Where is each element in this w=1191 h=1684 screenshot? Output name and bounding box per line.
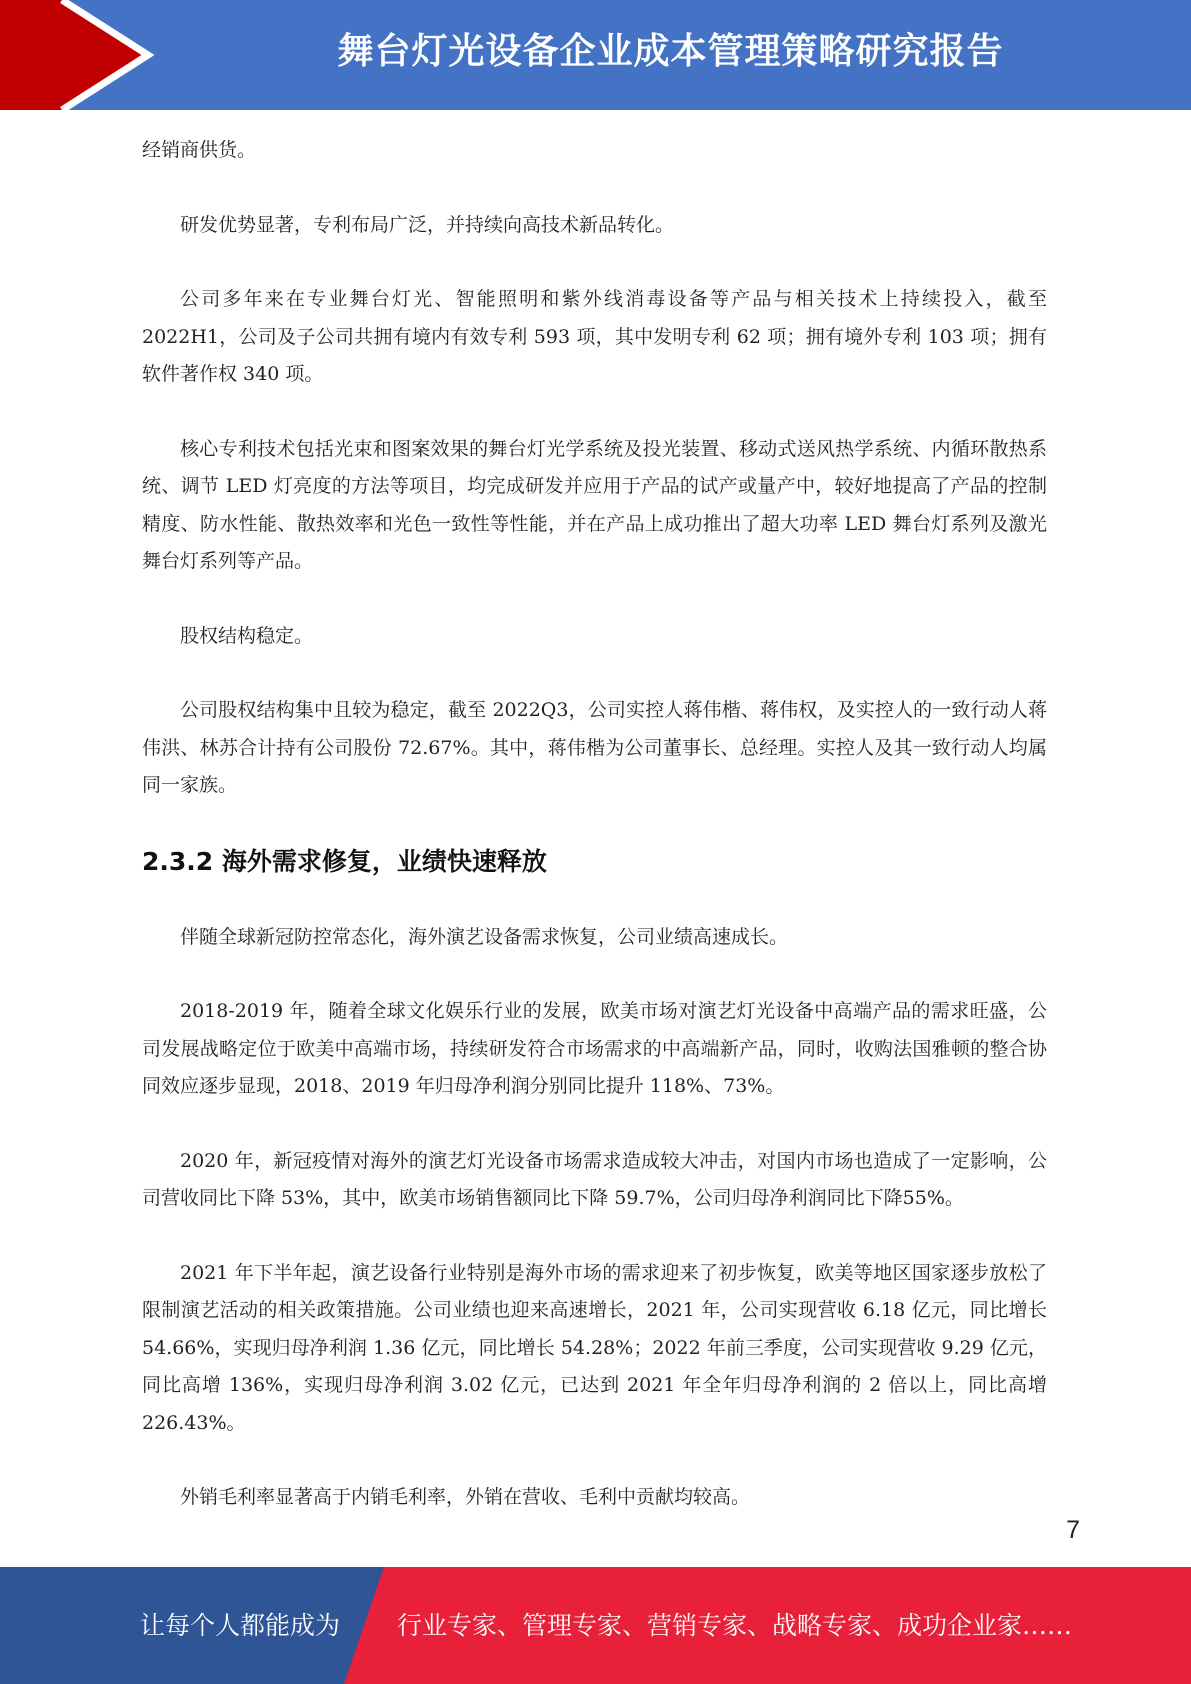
paragraph: 核心专利技术包括光束和图案效果的舞台灯光学系统及投光装置、移动式送风热学系统、内循环散热系统、调节 LED 灯亮度的方法等项目，均完成研发并应用于产品的试产或量产中，较好地提高了产品的控制精度、防水性能、散热效率和光色一致性等性能，并在产品上成功推出了超大功率 LED 舞台灯系列及激光舞台灯系列等产品。 (142, 437, 1047, 572)
document-body (142, 132, 1047, 1554)
paragraph: 外销毛利率显著高于内销毛利率，外销在营收、毛利中贡献均较高。 (180, 1486, 751, 1508)
header-banner (0, 0, 1191, 110)
footer-banner (0, 1567, 1191, 1684)
report-title: 舞台灯光设备企业成本管理策略研究报告 (337, 31, 1004, 72)
paragraph: 经销商供货。 (142, 139, 257, 161)
footer-slogan-right: 行业专家、管理专家、营销专家、战略专家、成功企业家…… (397, 1611, 1073, 1640)
paragraph: 2018-2019 年，随着全球文化娱乐行业的发展，欧美市场对演艺灯光设备中高端产品的需求旺盛，公司发展战略定位于欧美中高端市场，持续研发符合市场需求的中高端新产品，同时，收购法国雅顿的整合协同效应逐步显现，2018、2019 年归母净利润分别同比提升 118%、73%。 (142, 1000, 1047, 1097)
section-heading: 2.3.2 海外需求修复，业绩快速释放 (142, 846, 547, 876)
paragraph: 伴随全球新冠防控常态化，海外演艺设备需求恢复，公司业绩高速成长。 (180, 925, 789, 948)
paragraph: 研发优势显著，专利布局广泛，并持续向高技术新品转化。 (180, 213, 675, 236)
page-number: 7 (1066, 1516, 1080, 1544)
footer-slogan-left: 让每个人都能成为 (140, 1611, 341, 1640)
paragraph: 公司多年来在专业舞台灯光、智能照明和紫外线消毒设备等产品与相关技术上持续投入，截至2022H1，公司及子公司共拥有境内有效专利 593 项，其中发明专利 62 项；拥有境外专利 103 项；拥有软件著作权 340 项。 (142, 288, 1047, 385)
paragraph: 2020 年，新冠疫情对海外的演艺灯光设备市场需求造成较大冲击，对国内市场也造成了一定影响，公司营收同比下降 53%，其中，欧美市场销售额同比下降 59.7%，公司归母净利润同比下降55%。 (142, 1149, 1047, 1209)
paragraph: 股权结构稳定。 (180, 624, 314, 647)
paragraph: 2021 年下半年起，演艺设备行业特别是海外市场的需求迎来了初步恢复，欧美等地区国家逐步放松了限制演艺活动的相关政策措施。公司业绩也迎来高速增长，2021 年，公司实现营收 6.18 亿元，同比增长 54.66%，实现归母净利润 1.36 亿元，同比增长 54.28%；2022 年前三季度，公司实现营收 9.29 亿元，同比高增 136%，实现归母净利润 3.02 亿元，已达到 2021 年全年归母净利润的 2 倍以上，同比高增 226.43%。 (142, 1261, 1047, 1434)
paragraph: 公司股权结构集中且较为稳定，截至 2022Q3，公司实控人蒋伟楷、蒋伟权，及实控人的一致行动人蒋伟洪、林苏合计持有公司股份 72.67%。其中，蒋伟楷为公司董事长、总经理。实控人及其一致行动人均属同一家族。 (142, 699, 1047, 796)
